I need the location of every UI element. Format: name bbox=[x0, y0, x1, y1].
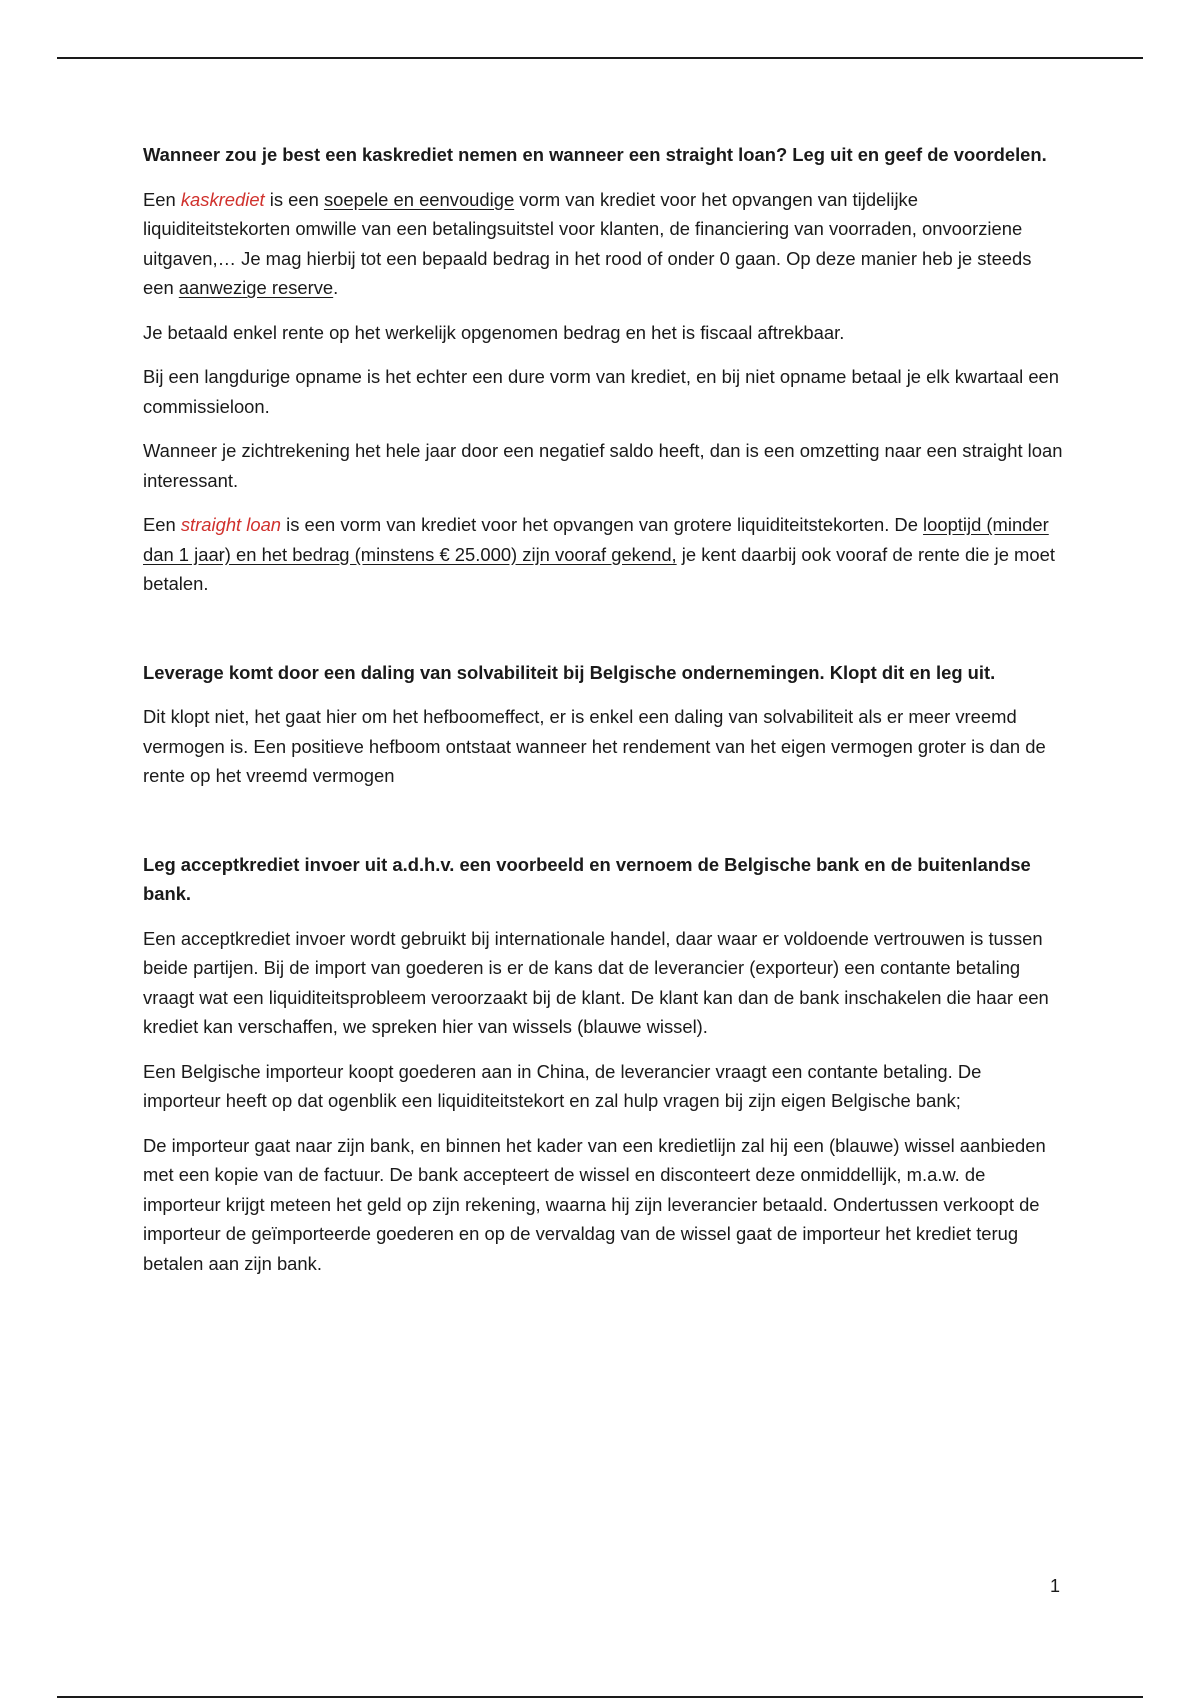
paragraph-importeur-bank: De importeur gaat naar zijn bank, en binnen het kader van een kredietlijn zal hij een (blauwe) wissel aanbieden met een kopie van de factuur. De bank accepteert de wissel en disconteert deze onmiddellijk, m.a.w. de importeur krijgt meteen het geld op zijn rekening, waarna hij zijn leverancier betaald. Ondertussen verkoopt de importeur de geïmporteerde goederen en op de vervaldag van de wissel gaat de importeur het krediet terug betalen aan zijn bank. bbox=[143, 1134, 1046, 1274]
question-kaskrediet-straight-loan: Wanneer zou je best een kaskrediet nemen en wanneer een straight loan? Leg uit en geef de voordelen. bbox=[143, 144, 1047, 165]
underlined-looptijd-bedrag: looptijd (minder dan 1 jaar) en het bedrag (minstens € 25.000) zijn vooraf gekend, bbox=[143, 514, 1049, 565]
paragraph-rente-aftrekbaar: Je betaald enkel rente op het werkelijk opgenomen bedrag en het is fiscaal aftrekbaar. bbox=[143, 321, 845, 343]
question-leverage: Leverage komt door een daling van solvabiliteit bij Belgische ondernemingen. Klopt dit en leg uit. bbox=[143, 661, 996, 683]
underlined-aanwezige-reserve: aanwezige reserve bbox=[178, 277, 334, 298]
header-rule bbox=[57, 57, 1143, 59]
document-body bbox=[143, 140, 1063, 1293]
section-spacer bbox=[143, 806, 1063, 850]
paragraph-zichtrekening: Wanneer je zichtrekening het hele jaar door een negatief saldo heeft, dan is een omzetting naar een straight loan interessant. bbox=[143, 440, 1063, 491]
page-number: 1 bbox=[1049, 1576, 1060, 1596]
question-acceptkrediet-invoer: Leg acceptkrediet invoer uit a.d.h.v. een voorbeeld en vernoem de Belgische bank en de buitenlandse bank. bbox=[143, 853, 1031, 904]
paragraph-kaskrediet-definition: Een kaskrediet is een soepele en eenvoudige vorm van krediet voor het opvangen van tijdelijke liquiditeitstekorten omwille van een betalingsuitstel voor klanten, de financiering van voorraden, onvoorziene uitgaven,… Je mag hierbij tot een bepaald bedrag in het rood of onder 0 gaan. Op deze manier heb je steeds een aanwezige reserve. bbox=[143, 188, 1032, 298]
paragraph-straight-loan-definition: Een straight loan is een vorm van krediet voor het opvangen van grotere liquiditeitstekorten. De looptijd (minder dan 1 jaar) en het bedrag (minstens € 25.000) zijn vooraf gekend, je kent daarbij ook vooraf de rente die je moet betalen. bbox=[143, 514, 1055, 594]
section-spacer bbox=[143, 614, 1063, 658]
term-kaskrediet: kaskrediet bbox=[180, 188, 265, 210]
paragraph-importeur-china: Een Belgische importeur koopt goederen aan in China, de leverancier vraagt een contante betaling. De importeur heeft op dat ogenblik een liquiditeitstekort en zal hulp vragen bij zijn eigen Belgische bank; bbox=[143, 1060, 982, 1111]
term-straight-loan: straight loan bbox=[180, 514, 282, 535]
paragraph-langdurige-opname: Bij een langdurige opname is het echter een dure vorm van krediet, en bij niet opname betaal je elk kwartaal een commissieloon. bbox=[143, 366, 1060, 417]
paragraph-acceptkrediet-definition: Een acceptkrediet invoer wordt gebruikt bij internationale handel, daar waar er voldoende vertrouwen is tussen beide partijen. Bij de import van goederen is er de kans dat de leverancier (exporteur) een contante betaling vraagt wat een liquiditeitsprobleem veroorzaakt bij de klant. De klant kan dan de bank inschakelen die haar een krediet kan verschaffen, we spreken hier van wissels (blauwe wissel). bbox=[143, 927, 1049, 1037]
paragraph-hefboomeffect: Dit klopt niet, het gaat hier om het hefboomeffect, er is enkel een daling van solvabiliteit als er meer vreemd vermogen is. Een positieve hefboom ontstaat wanneer het rendement van het eigen vermogen groter is dan de rente op het vreemd vermogen bbox=[143, 706, 1046, 786]
footer-rule bbox=[57, 1696, 1143, 1698]
underlined-soepele-eenvoudige: soepele en eenvoudige bbox=[323, 188, 515, 210]
